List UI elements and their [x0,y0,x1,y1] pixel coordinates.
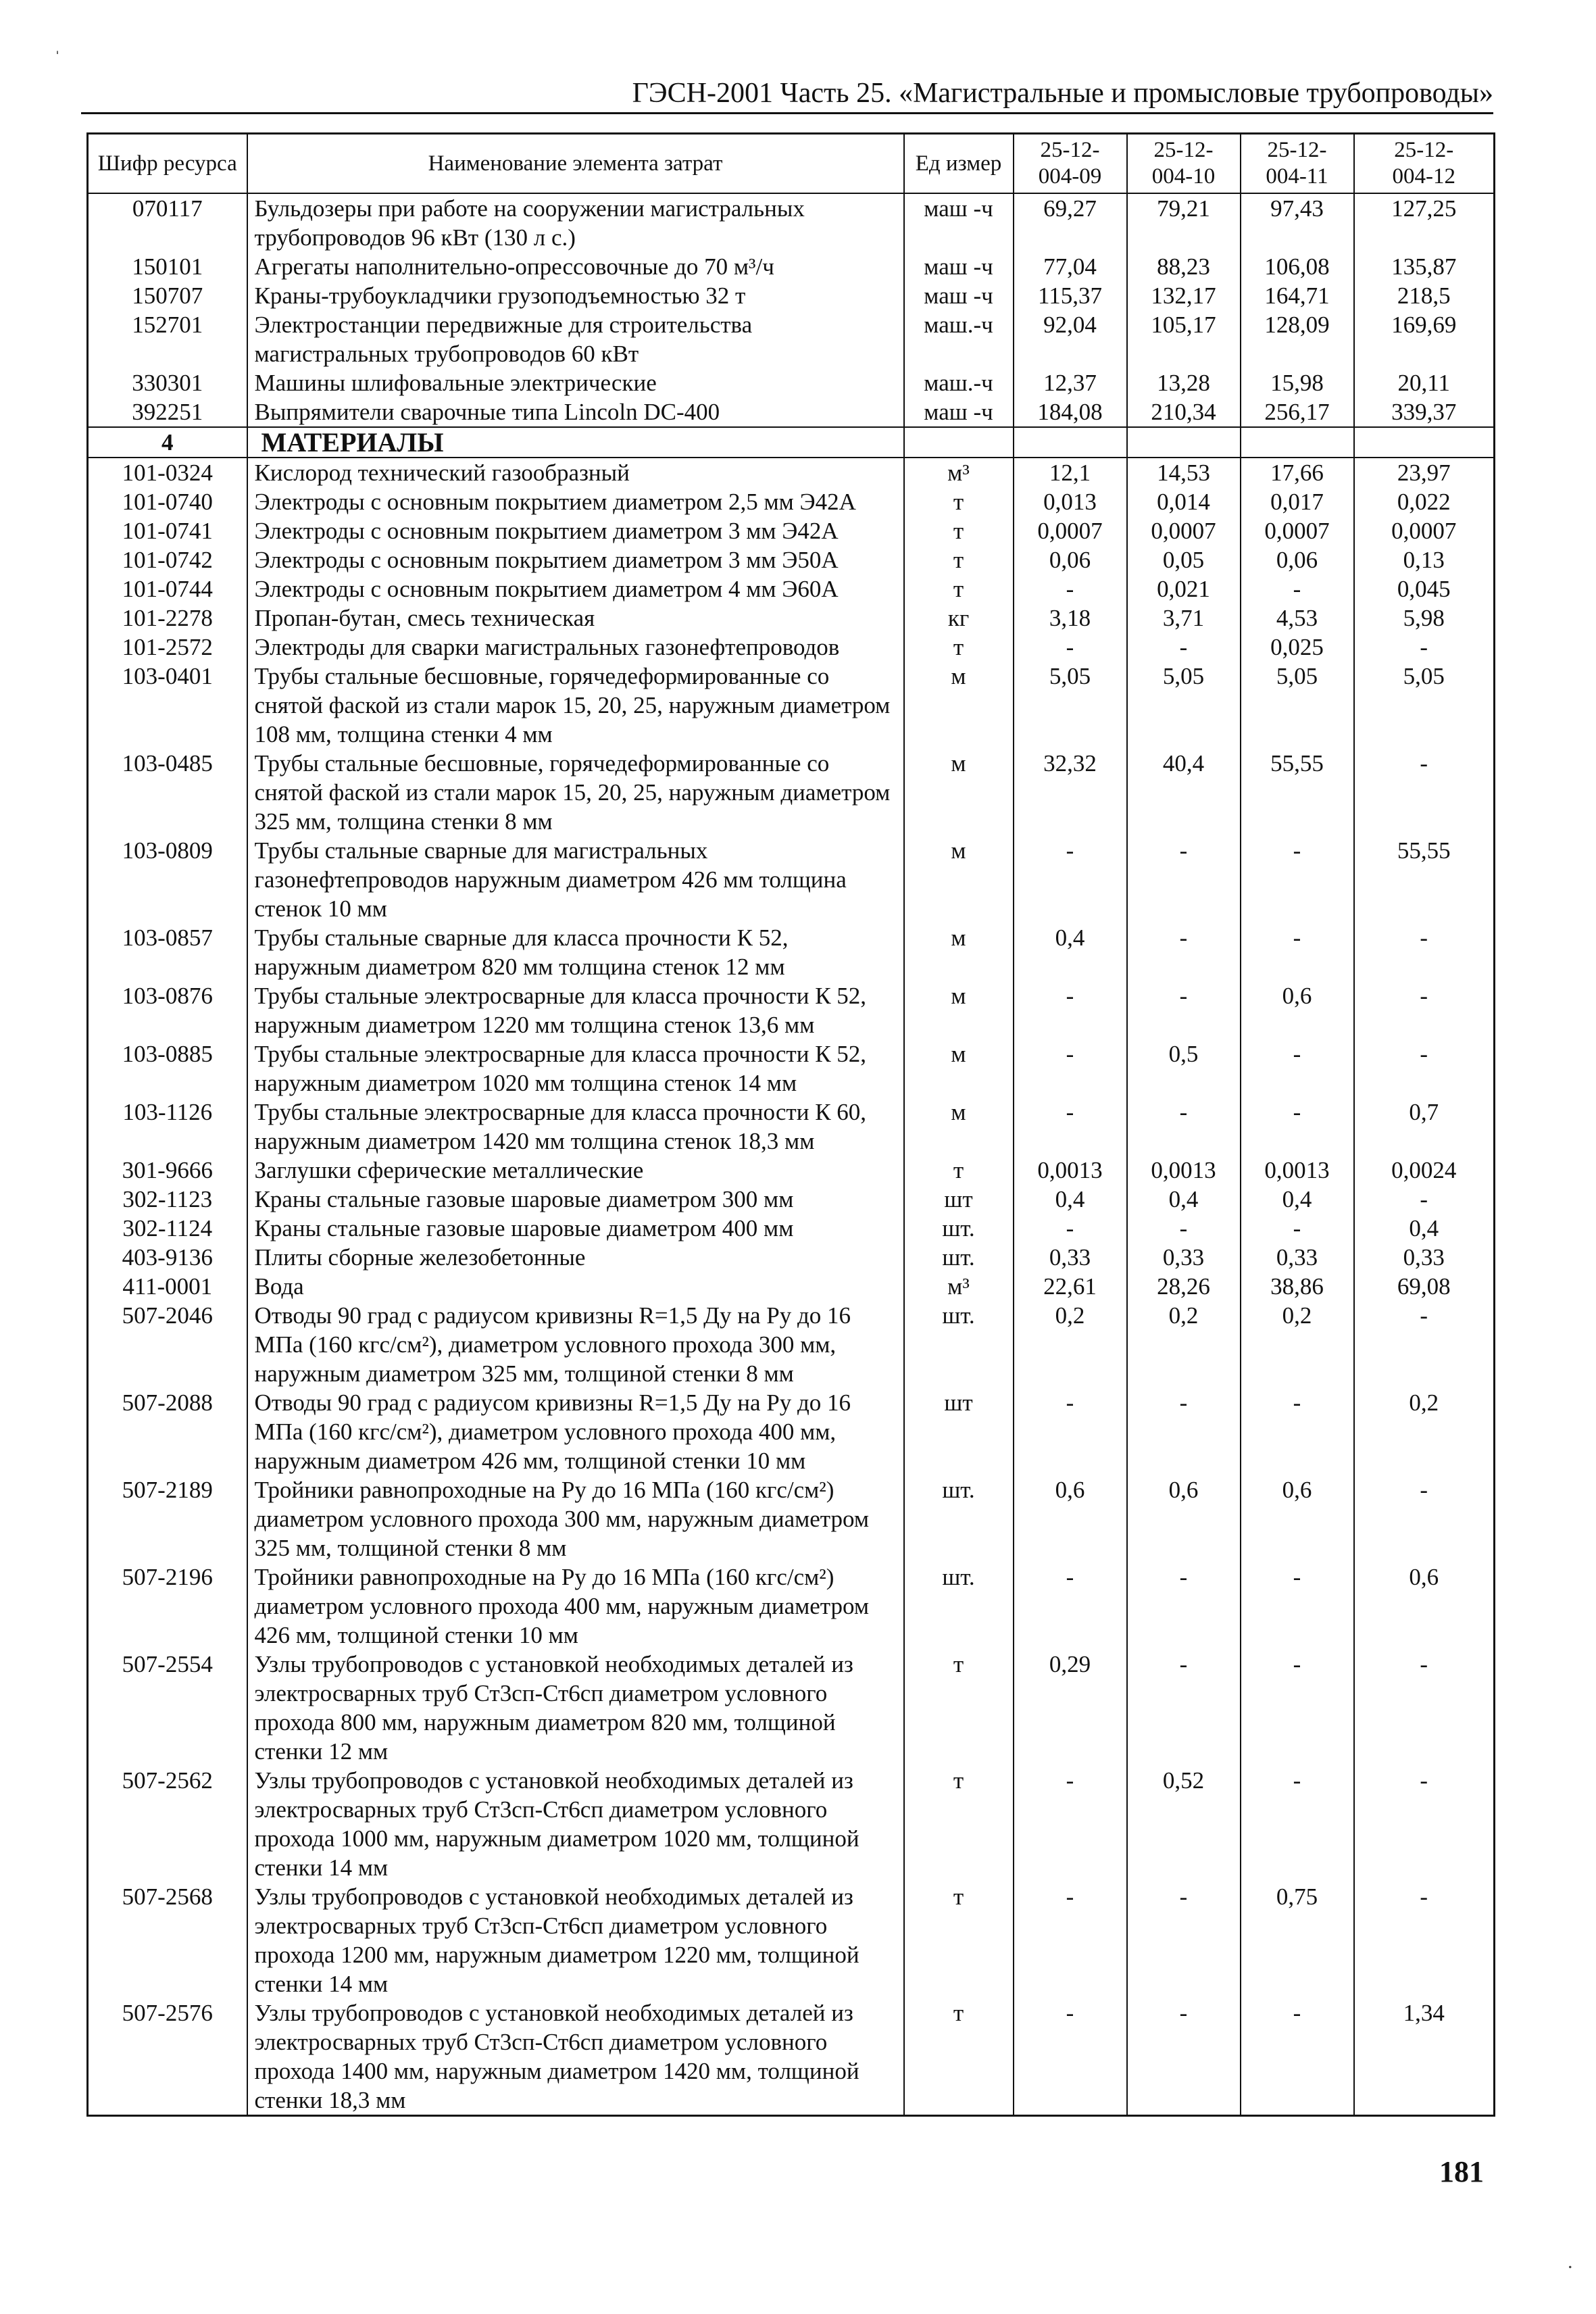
cell-code: 103-0401 [88,662,247,749]
cell-value-col4: 339,37 [1354,397,1495,427]
cell-value-col4: 20,11 [1354,368,1495,397]
cell-value-col1: - [1014,574,1127,604]
cell-value-col4: - [1354,1039,1495,1098]
cell-value-col3: - [1241,1039,1354,1098]
cell-name: Вода [247,1272,904,1301]
cell-value-col3: - [1241,1562,1354,1650]
cell-value-col4: - [1354,1882,1495,1998]
cell-code: 150707 [88,281,247,310]
cell-unit: т [904,1998,1014,2116]
cell-value-col2 [1127,427,1241,458]
table-row [88,487,1495,516]
cell-unit: шт. [904,1475,1014,1562]
scan-mark: ˈ [54,47,61,70]
cell-value-col4: 23,97 [1354,458,1495,487]
cell-value-col2: - [1127,981,1241,1039]
cell-unit: шт. [904,1214,1014,1243]
table-row [88,1388,1495,1475]
cell-value-col2: 0,6 [1127,1475,1241,1562]
cell-code: 392251 [88,397,247,427]
cell-value-col3: 0,017 [1241,487,1354,516]
cell-value-col2: 5,05 [1127,662,1241,749]
cell-value-col2: 0,021 [1127,574,1241,604]
table-row [88,281,1495,310]
cell-value-col3: - [1241,1766,1354,1882]
cell-value-col4: 127,25 [1354,193,1495,252]
cell-value-col3: 0,0007 [1241,516,1354,545]
cell-value-col2: 88,23 [1127,252,1241,281]
cell-unit: т [904,487,1014,516]
cell-value-col3 [1241,427,1354,458]
cell-value-col3: 97,43 [1241,193,1354,252]
cell-unit: т [904,516,1014,545]
table-row [88,1998,1495,2116]
cell-unit: т [904,1156,1014,1185]
cell-value-col1: - [1014,1882,1127,1998]
cell-value-col2: 3,71 [1127,604,1241,633]
cell-value-col4: 55,55 [1354,836,1495,923]
cell-value-col1: 184,08 [1014,397,1127,427]
cell-value-col2: - [1127,923,1241,981]
cell-value-col1: 92,04 [1014,310,1127,368]
cell-value-col1: 32,32 [1014,749,1127,836]
cell-unit: м [904,662,1014,749]
cell-value-col1: 0,33 [1014,1243,1127,1272]
cell-value-col1: 0,2 [1014,1301,1127,1388]
header-unit: Ед измер [904,134,1014,194]
cell-value-col1: - [1014,1766,1127,1882]
cell-value-col1: - [1014,1214,1127,1243]
scan-mark: . [1568,2250,1573,2273]
cell-value-col2: 0,0007 [1127,516,1241,545]
cell-unit: маш -ч [904,193,1014,252]
cell-value-col4: 0,0024 [1354,1156,1495,1185]
cell-unit: т [904,633,1014,662]
cell-unit: т [904,1882,1014,1998]
table-row [88,1039,1495,1098]
cell-name: Бульдозеры при работе на сооружении магистральных трубопроводов 96 кВт (130 л с.) [247,193,904,252]
cell-value-col2: 0,4 [1127,1185,1241,1214]
cell-value-col2: 0,5 [1127,1039,1241,1098]
cell-value-col2: 0,2 [1127,1301,1241,1388]
cell-name: Узлы трубопроводов с установкой необходимых деталей из электросварных труб Ст3сп-Ст6сп диаметром условного прохода 1200 мм, наружным диаметром 1220 мм, толщиной стенки 14 мм [247,1882,904,1998]
cell-value-col3: 4,53 [1241,604,1354,633]
cell-value-col1: 5,05 [1014,662,1127,749]
cell-value-col2: 40,4 [1127,749,1241,836]
table-row [88,1766,1495,1882]
cell-value-col4: - [1354,1475,1495,1562]
cell-name: Узлы трубопроводов с установкой необходимых деталей из электросварных труб Ст3сп-Ст6сп диаметром условного прохода 1000 мм, наружным диаметром 1020 мм, толщиной стенки 14 мм [247,1766,904,1882]
cell-value-col2: - [1127,1998,1241,2116]
cell-name: Электроды с основным покрытием диаметром 4 мм Э60А [247,574,904,604]
cell-unit: кг [904,604,1014,633]
cell-value-col3: 38,86 [1241,1272,1354,1301]
cell-unit: шт. [904,1243,1014,1272]
header-code: Шифр ресурса [88,134,247,194]
cell-code: 103-0485 [88,749,247,836]
cell-value-col3: - [1241,574,1354,604]
cell-value-col3: 0,025 [1241,633,1354,662]
cell-name: Пропан-бутан, смесь техническая [247,604,904,633]
cell-name: Агрегаты наполнительно-опрессовочные до 70 м³/ч [247,252,904,281]
page-header: ГЭСН-2001 Часть 25. «Магистральные и промысловые трубопроводы» [81,76,1493,114]
table-row [88,1475,1495,1562]
cell-value-col3: 17,66 [1241,458,1354,487]
cell-value-col4: - [1354,749,1495,836]
header-name: Наименование элемента затрат [247,134,904,194]
cell-value-col1: - [1014,633,1127,662]
cell-value-col2: 132,17 [1127,281,1241,310]
cell-unit: т [904,574,1014,604]
header-col4: 25-12- 004-12 [1354,134,1495,194]
cell-name: Краны стальные газовые шаровые диаметром 300 мм [247,1185,904,1214]
table-row [88,633,1495,662]
header-col2: 25-12- 004-10 [1127,134,1241,194]
cell-code: 507-2196 [88,1562,247,1650]
cell-code: 507-2568 [88,1882,247,1998]
cell-name: Трубы стальные электросварные для класса прочности К 60, наружным диаметром 1420 мм толщина стенок 18,3 мм [247,1098,904,1156]
cell-code: 507-2088 [88,1388,247,1475]
cell-value-col1: 12,1 [1014,458,1127,487]
cell-value-col3: 164,71 [1241,281,1354,310]
table-row [88,574,1495,604]
cell-code: 103-0857 [88,923,247,981]
table-row [88,1301,1495,1388]
cell-value-col1: - [1014,981,1127,1039]
cell-value-col1: - [1014,1098,1127,1156]
cell-value-col3: - [1241,923,1354,981]
cell-value-col3: 0,4 [1241,1185,1354,1214]
cell-value-col4: 0,33 [1354,1243,1495,1272]
cell-value-col3: 0,6 [1241,1475,1354,1562]
cell-code: 101-0324 [88,458,247,487]
cell-value-col3: - [1241,1214,1354,1243]
cell-value-col4: - [1354,981,1495,1039]
cell-code: 411-0001 [88,1272,247,1301]
cell-value-col2: - [1127,1098,1241,1156]
cell-value-col1 [1014,427,1127,458]
cell-code: 101-2278 [88,604,247,633]
cell-value-col1: - [1014,836,1127,923]
cell-code: 101-0741 [88,516,247,545]
cell-value-col3: 256,17 [1241,397,1354,427]
cell-name: Электроды с основным покрытием диаметром 2,5 мм Э42А [247,487,904,516]
cell-value-col2: 0,0013 [1127,1156,1241,1185]
cell-code: 103-0885 [88,1039,247,1098]
table-row [88,662,1495,749]
cell-value-col2: 28,26 [1127,1272,1241,1301]
cell-unit: т [904,545,1014,574]
cell-value-col1: 3,18 [1014,604,1127,633]
cell-value-col1: 0,4 [1014,923,1127,981]
cell-name: Трубы стальные сварные для класса прочности К 52, наружным диаметром 820 мм толщина стенок 12 мм [247,923,904,981]
cell-value-col2: - [1127,1562,1241,1650]
cell-value-col4: - [1354,923,1495,981]
cell-unit: маш -ч [904,252,1014,281]
cell-code: 507-2046 [88,1301,247,1388]
table-header-row [88,134,1495,194]
cell-name: Трубы стальные электросварные для класса прочности К 52, наружным диаметром 1220 мм толщина стенок 13,6 мм [247,981,904,1039]
cell-value-col4: - [1354,1301,1495,1388]
cell-code: 101-0742 [88,545,247,574]
cell-code: 4 [88,427,247,458]
cell-name: Тройники равнопроходные на Ру до 16 МПа (160 кгс/см²) диаметром условного прохода 300 мм, наружным диаметром 325 мм, толщиной стенки 8 мм [247,1475,904,1562]
cell-value-col2: 0,014 [1127,487,1241,516]
cell-value-col4: 69,08 [1354,1272,1495,1301]
table-row [88,749,1495,836]
cell-value-col1: 0,0013 [1014,1156,1127,1185]
cell-code: 101-2572 [88,633,247,662]
table-row [88,368,1495,397]
cell-code: 507-2562 [88,1766,247,1882]
cell-value-col2: 0,05 [1127,545,1241,574]
cell-value-col4: 0,0007 [1354,516,1495,545]
table-row [88,545,1495,574]
cell-name: Выпрямители сварочные типа Lincoln DC-400 [247,397,904,427]
cell-name: Узлы трубопроводов с установкой необходимых деталей из электросварных труб Ст3сп-Ст6сп диаметром условного прохода 1400 мм, наружным диаметром 1420 мм, толщиной стенки 18,3 мм [247,1998,904,2116]
cell-code: 152701 [88,310,247,368]
resource-table [86,132,1495,2117]
cell-value-col1: - [1014,1388,1127,1475]
cell-value-col1: 115,37 [1014,281,1127,310]
table-row [88,1156,1495,1185]
cell-value-col1: 0,29 [1014,1650,1127,1766]
cell-code: 103-0876 [88,981,247,1039]
cell-name: Электростанции передвижные для строительства магистральных трубопроводов 60 кВт [247,310,904,368]
cell-value-col4: 0,6 [1354,1562,1495,1650]
table-row [88,923,1495,981]
table-row [88,310,1495,368]
cell-value-col1: 12,37 [1014,368,1127,397]
table-row [88,1650,1495,1766]
table-row [88,252,1495,281]
cell-value-col4: 0,4 [1354,1214,1495,1243]
cell-value-col1: 69,27 [1014,193,1127,252]
cell-value-col4: 0,022 [1354,487,1495,516]
cell-unit: м [904,749,1014,836]
cell-value-col1: 0,0007 [1014,516,1127,545]
cell-value-col4: - [1354,1650,1495,1766]
cell-name: Плиты сборные железобетонные [247,1243,904,1272]
cell-name: Краны стальные газовые шаровые диаметром 400 мм [247,1214,904,1243]
cell-value-col4: - [1354,1766,1495,1882]
table-row [88,836,1495,923]
cell-value-col3: - [1241,1388,1354,1475]
cell-name: Машины шлифовальные электрические [247,368,904,397]
table-row [88,1214,1495,1243]
cell-code: 101-0744 [88,574,247,604]
cell-value-col1: 77,04 [1014,252,1127,281]
cell-value-col3: 15,98 [1241,368,1354,397]
table-row [88,1185,1495,1214]
cell-value-col2: - [1127,1650,1241,1766]
cell-value-col1: - [1014,1039,1127,1098]
cell-value-col1: - [1014,1998,1127,2116]
cell-value-col2: - [1127,633,1241,662]
table-row [88,604,1495,633]
cell-value-col4: - [1354,1185,1495,1214]
cell-value-col4: 5,98 [1354,604,1495,633]
cell-code: 302-1123 [88,1185,247,1214]
cell-name: Трубы стальные бесшовные, горячедеформированные со снятой фаской из стали марок 15, 20, 25, наружным диаметром 325 мм, толщина стенки 8 мм [247,749,904,836]
cell-value-col3: - [1241,1998,1354,2116]
section-row [88,427,1495,458]
cell-value-col4: 5,05 [1354,662,1495,749]
table-row [88,458,1495,487]
cell-unit: м [904,1039,1014,1098]
cell-value-col3: 0,2 [1241,1301,1354,1388]
cell-unit: шт [904,1185,1014,1214]
cell-value-col4: 1,34 [1354,1998,1495,2116]
cell-name: Кислород технический газообразный [247,458,904,487]
cell-value-col1: 0,6 [1014,1475,1127,1562]
cell-value-col2: 79,21 [1127,193,1241,252]
cell-value-col3: - [1241,1098,1354,1156]
cell-name: Тройники равнопроходные на Ру до 16 МПа (160 кгс/см²) диаметром условного прохода 400 мм, наружным диаметром 426 мм, толщиной стенки 10 мм [247,1562,904,1650]
cell-value-col3: 0,33 [1241,1243,1354,1272]
cell-name: Узлы трубопроводов с установкой необходимых деталей из электросварных труб Ст3сп-Ст6сп диаметром условного прохода 800 мм, наружным диаметром 820 мм, толщиной стенки 12 мм [247,1650,904,1766]
cell-value-col3: 106,08 [1241,252,1354,281]
cell-value-col1: 0,06 [1014,545,1127,574]
cell-value-col2: - [1127,836,1241,923]
cell-value-col3: 5,05 [1241,662,1354,749]
cell-value-col2: 13,28 [1127,368,1241,397]
cell-value-col3: 128,09 [1241,310,1354,368]
table-row [88,1272,1495,1301]
cell-name: Отводы 90 град с радиусом кривизны R=1,5 Ду на Ру до 16 МПа (160 кгс/см²), диаметром условного прохода 400 мм, наружным диаметром 426 мм, толщиной стенки 10 мм [247,1388,904,1475]
cell-value-col2: - [1127,1882,1241,1998]
cell-unit: т [904,1650,1014,1766]
cell-unit: шт [904,1388,1014,1475]
cell-code: 103-0809 [88,836,247,923]
table-row [88,1243,1495,1272]
cell-unit: маш.-ч [904,368,1014,397]
cell-code: 101-0740 [88,487,247,516]
cell-name: Отводы 90 град с радиусом кривизны R=1,5 Ду на Ру до 16 МПа (160 кгс/см²), диаметром условного прохода 300 мм, наружным диаметром 325 мм, толщиной стенки 8 мм [247,1301,904,1388]
cell-value-col4: 0,2 [1354,1388,1495,1475]
cell-unit: маш -ч [904,397,1014,427]
cell-value-col4 [1354,427,1495,458]
cell-code: 403-9136 [88,1243,247,1272]
cell-value-col2: 105,17 [1127,310,1241,368]
cell-name: Трубы стальные сварные для магистральных газонефтепроводов наружным диаметром 426 мм толщина стенок 10 мм [247,836,904,923]
cell-code: 103-1126 [88,1098,247,1156]
cell-unit: маш -ч [904,281,1014,310]
cell-unit: м [904,923,1014,981]
cell-value-col2: 14,53 [1127,458,1241,487]
cell-code: 150101 [88,252,247,281]
cell-name: МАТЕРИАЛЫ [247,427,904,458]
cell-unit: т [904,1766,1014,1882]
cell-value-col4: 0,13 [1354,545,1495,574]
cell-value-col3: 0,06 [1241,545,1354,574]
cell-value-col4: 169,69 [1354,310,1495,368]
cell-value-col3: 0,0013 [1241,1156,1354,1185]
cell-value-col3: 0,6 [1241,981,1354,1039]
cell-value-col1: 22,61 [1014,1272,1127,1301]
cell-code: 302-1124 [88,1214,247,1243]
cell-unit: шт. [904,1562,1014,1650]
cell-name: Краны-трубоукладчики грузоподъемностью 32 т [247,281,904,310]
cell-name: Электроды для сварки магистральных газонефтепроводов [247,633,904,662]
cell-unit: м³ [904,458,1014,487]
cell-value-col2: 210,34 [1127,397,1241,427]
cell-code: 070117 [88,193,247,252]
cell-name: Электроды с основным покрытием диаметром 3 мм Э50А [247,545,904,574]
cell-value-col2: - [1127,1214,1241,1243]
table-row [88,981,1495,1039]
table-row [88,1882,1495,1998]
cell-value-col4: 135,87 [1354,252,1495,281]
cell-code: 507-2189 [88,1475,247,1562]
table-row [88,397,1495,427]
table-row [88,1098,1495,1156]
cell-code: 301-9666 [88,1156,247,1185]
cell-value-col2: 0,33 [1127,1243,1241,1272]
cell-unit: м [904,836,1014,923]
cell-name: Трубы стальные бесшовные, горячедеформированные со снятой фаской из стали марок 15, 20, 25, наружным диаметром 108 мм, толщина стенки 4 мм [247,662,904,749]
cell-value-col2: 0,52 [1127,1766,1241,1882]
cell-name: Электроды с основным покрытием диаметром 3 мм Э42А [247,516,904,545]
cell-value-col1: - [1014,1562,1127,1650]
cell-value-col2: - [1127,1388,1241,1475]
cell-value-col4: 218,5 [1354,281,1495,310]
table-row [88,193,1495,252]
cell-unit: шт. [904,1301,1014,1388]
cell-value-col4: - [1354,633,1495,662]
cell-value-col4: 0,045 [1354,574,1495,604]
cell-code: 507-2576 [88,1998,247,2116]
cell-name: Трубы стальные электросварные для класса прочности К 52, наружным диаметром 1020 мм толщина стенок 14 мм [247,1039,904,1098]
page-number: 181 [1439,2155,1484,2188]
cell-code: 507-2554 [88,1650,247,1766]
cell-value-col3: 0,75 [1241,1882,1354,1998]
table-row [88,1562,1495,1650]
cell-value-col3: - [1241,1650,1354,1766]
header-col3: 25-12- 004-11 [1241,134,1354,194]
cell-unit: маш.-ч [904,310,1014,368]
header-col1: 25-12- 004-09 [1014,134,1127,194]
cell-unit [904,427,1014,458]
cell-code: 330301 [88,368,247,397]
cell-value-col3: 55,55 [1241,749,1354,836]
cell-value-col1: 0,4 [1014,1185,1127,1214]
table-body [88,193,1495,2116]
cell-name: Заглушки сферические металлические [247,1156,904,1185]
cell-value-col3: - [1241,836,1354,923]
cell-value-col1: 0,013 [1014,487,1127,516]
cell-unit: м [904,1098,1014,1156]
table-row [88,516,1495,545]
cell-value-col4: 0,7 [1354,1098,1495,1156]
cell-unit: м³ [904,1272,1014,1301]
cell-unit: м [904,981,1014,1039]
